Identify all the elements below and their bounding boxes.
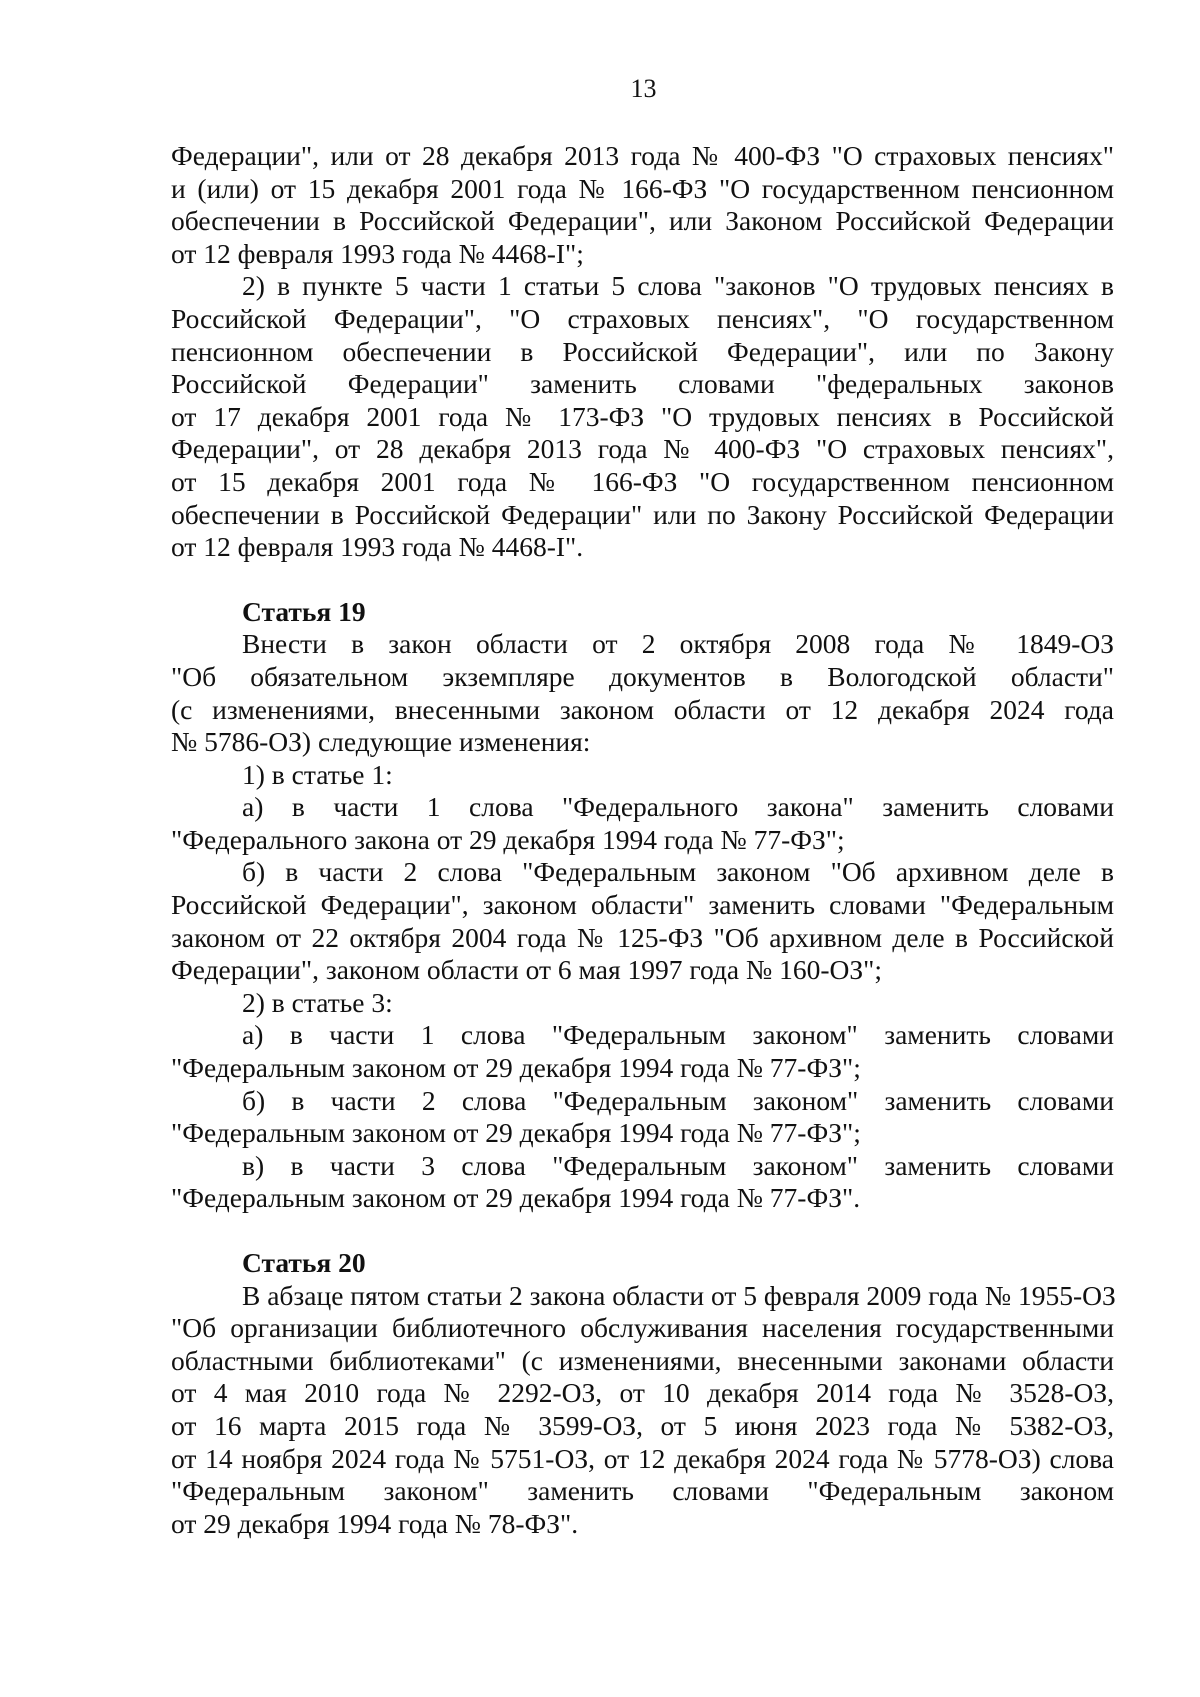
article-heading: Статья 20 bbox=[242, 1247, 366, 1278]
text-line: обеспечении в Российской Федерации" или по Закону Российской Федерации bbox=[171, 498, 1114, 530]
text-line: б) в части 2 слова "Федеральным законом "Об архивном деле в bbox=[242, 856, 1114, 888]
article-heading: Статья 19 bbox=[242, 595, 366, 627]
text-line: а) в части 1 слова "Федерального закона" заменить словами bbox=[242, 791, 1114, 823]
text-line: Российской Федерации" заменить словами "федеральных законов bbox=[171, 368, 1114, 400]
text-line: "Об организации библиотечного обслуживания населения государственными bbox=[171, 1312, 1114, 1344]
page-number: 13 bbox=[630, 74, 657, 103]
section-gap bbox=[171, 564, 1114, 596]
paragraph-continuation bbox=[171, 140, 1114, 270]
text-line: "Федеральным законом от 29 декабря 1994 года № 77-ФЗ"; bbox=[171, 1117, 861, 1149]
text-line: пенсионном обеспечении в Российской Федерации", или по Закону bbox=[171, 335, 1114, 367]
text-line: (с изменениями, внесенными законом области от 12 декабря 2024 года bbox=[171, 693, 1114, 725]
text-line: от 12 февраля 1993 года № 4468-I". bbox=[171, 531, 584, 563]
text-line: "Федеральным законом от 29 декабря 1994 года № 77-ФЗ"; bbox=[171, 1052, 861, 1084]
text-line: "Федеральным законом от 29 декабря 1994 года № 77-ФЗ". bbox=[171, 1182, 861, 1214]
paragraph-item-2 bbox=[171, 270, 1114, 563]
text-line: Российской Федерации", "О страховых пенсиях", "О государственном bbox=[171, 302, 1114, 334]
text-line: областными библиотеками" (с изменениями, внесенными законами области bbox=[171, 1344, 1114, 1376]
text-line: Федерации", законом области от 6 мая 1997 года № 160-ОЗ"; bbox=[171, 954, 883, 986]
text-line: б) в части 2 слова "Федеральным законом" заменить словами bbox=[242, 1084, 1114, 1116]
text-line: В абзаце пятом статьи 2 закона области от 5 февраля 2009 года № 1955-ОЗ bbox=[242, 1279, 1116, 1311]
list-item-label: 2) в статье 3: bbox=[242, 986, 393, 1018]
list-item-label: 1) в статье 1: bbox=[242, 758, 393, 790]
text-line: от 4 мая 2010 года № 2292-ОЗ, от 10 декабря 2014 года № 3528-ОЗ, bbox=[171, 1377, 1114, 1409]
text-line: от 14 ноября 2024 года № 5751-ОЗ, от 12 декабря 2024 года № 5778-ОЗ) слова bbox=[171, 1442, 1114, 1474]
text-line: от 29 декабря 1994 года № 78-ФЗ". bbox=[171, 1507, 579, 1539]
text-line: от 12 февраля 1993 года № 4468-I"; bbox=[171, 237, 584, 269]
text-line: обеспечении в Российской Федерации", или Законом Российской Федерации bbox=[171, 205, 1114, 237]
text-line: № 5786-ОЗ) следующие изменения: bbox=[171, 726, 591, 758]
text-line: Федерации", или от 28 декабря 2013 года № 400-ФЗ "О страховых пенсиях" bbox=[171, 140, 1114, 171]
text-line: "Об обязательном экземпляре документов в Вологодской области" bbox=[171, 660, 1114, 692]
text-line: а) в части 1 слова "Федеральным законом" заменить словами bbox=[242, 1019, 1114, 1051]
text-line: от 16 марта 2015 года № 3599-ОЗ, от 5 июня 2023 года № 5382-ОЗ, bbox=[171, 1409, 1114, 1441]
text-line: в) в части 3 слова "Федеральным законом" заменить словами bbox=[242, 1149, 1114, 1181]
text-line: Российской Федерации", законом области" заменить словами "Федеральным bbox=[171, 889, 1114, 921]
section-gap bbox=[171, 1215, 1114, 1247]
article-20 bbox=[171, 1247, 1114, 1540]
document-body bbox=[171, 140, 1114, 1540]
text-line: и (или) от 15 декабря 2001 года № 166-ФЗ "О государственном пенсионном bbox=[171, 172, 1114, 204]
text-line: законом от 22 октября 2004 года № 125-ФЗ "Об архивном деле в Российской bbox=[171, 921, 1114, 953]
text-line: от 17 декабря 2001 года № 173-ФЗ "О трудовых пенсиях в Российской bbox=[171, 400, 1114, 432]
text-line: от 15 декабря 2001 года № 166-ФЗ "О государственном пенсионном bbox=[171, 465, 1114, 497]
text-line: Федерации", от 28 декабря 2013 года № 400-ФЗ "О страховых пенсиях", bbox=[171, 433, 1114, 465]
text-line: "Федеральным законом" заменить словами "Федеральным законом bbox=[171, 1475, 1114, 1507]
article-19 bbox=[171, 596, 1114, 1215]
text-line: Внести в закон области от 2 октября 2008 года № 1849-ОЗ bbox=[242, 628, 1114, 660]
text-line: "Федерального закона от 29 декабря 1994 года № 77-ФЗ"; bbox=[171, 823, 845, 855]
text-line: 2) в пункте 5 части 1 статьи 5 слова "законов "О трудовых пенсиях в bbox=[242, 270, 1114, 302]
